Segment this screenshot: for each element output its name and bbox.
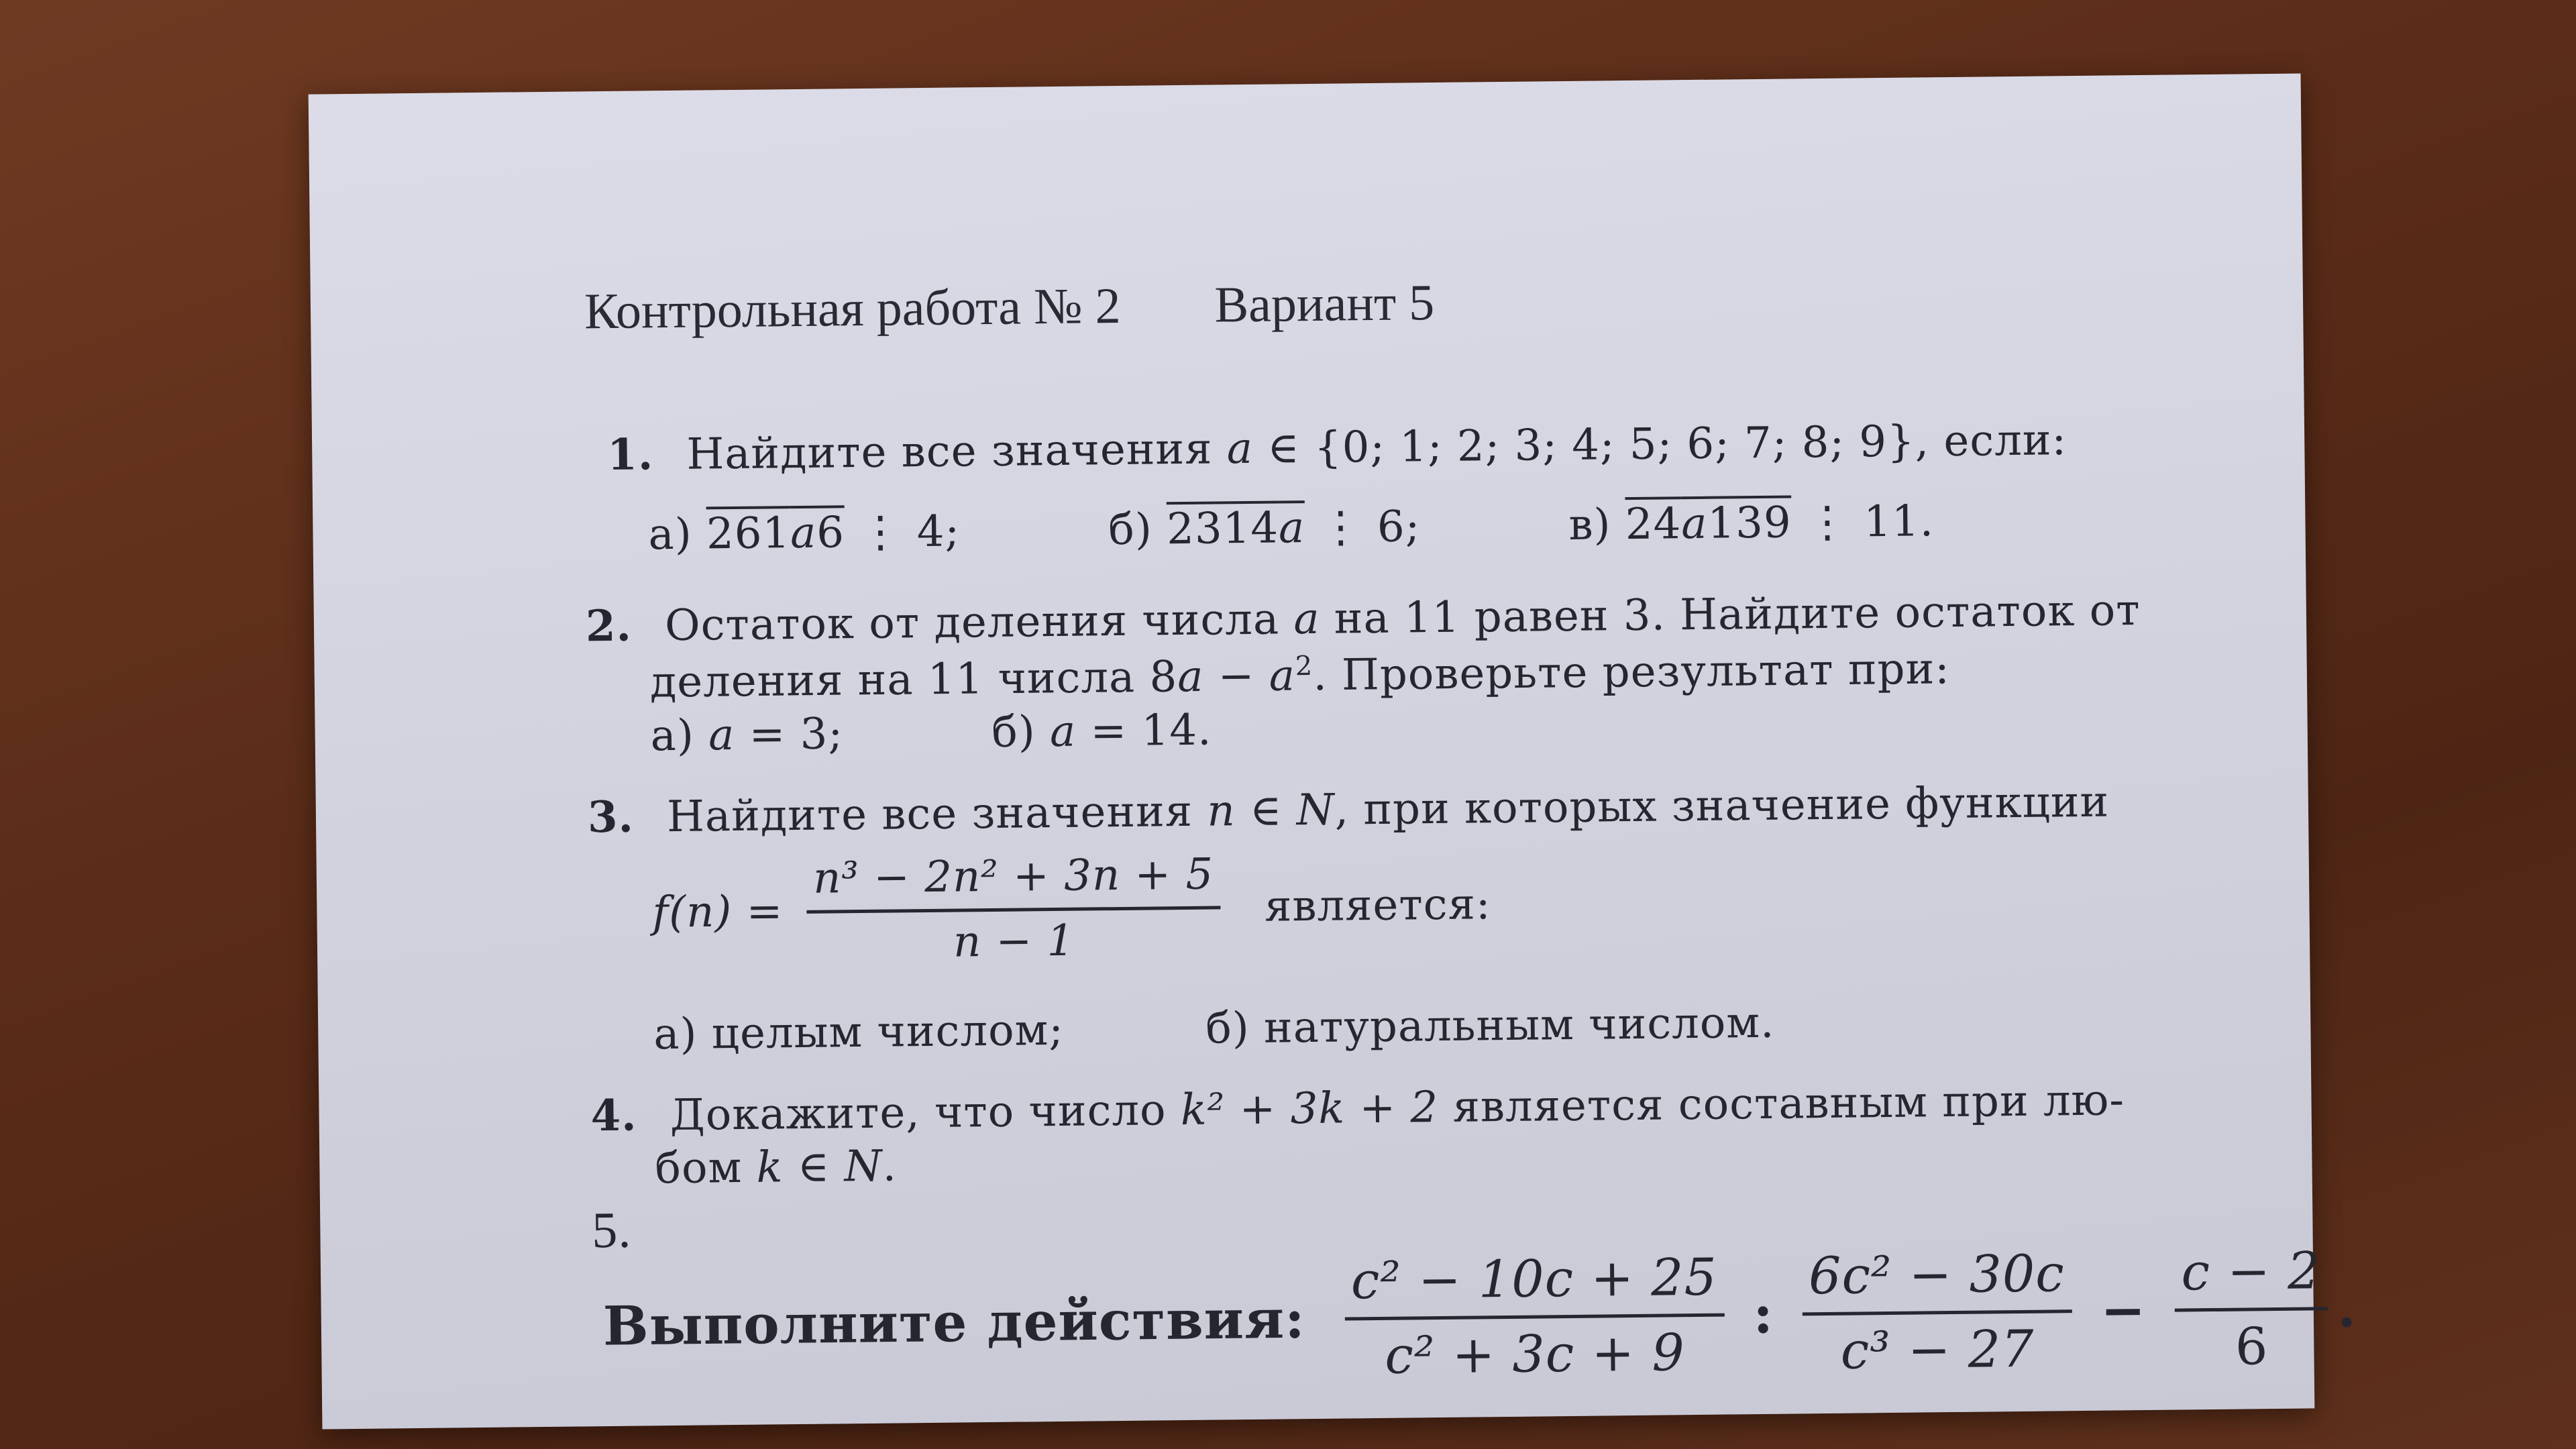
option-label: б) xyxy=(1108,504,1153,555)
problem-2-options: а) a = 3; б) a = 14. xyxy=(650,705,1212,761)
math-var: a xyxy=(1226,423,1254,474)
numerator: n³ − 2n² + 3n + 5 xyxy=(806,849,1221,913)
problem-2-line-2: деления на 11 числа $8a - a^2$. Проверьте результат при: xyxy=(649,644,1951,708)
variant-label: Вариант 5 xyxy=(1214,274,1435,333)
title-text: Контрольная работа № 2 xyxy=(584,277,1121,340)
function-label: f(n) = xyxy=(652,886,784,938)
problem-number: 4. xyxy=(590,1090,637,1142)
operator: − xyxy=(2100,1278,2147,1342)
function-fraction xyxy=(806,849,1222,968)
problem-5-label: Выполните действия: xyxy=(602,1287,1306,1358)
operator: : xyxy=(1752,1282,1774,1346)
page-title xyxy=(584,274,1435,341)
problem-1-line-1 xyxy=(607,415,2067,480)
problem-text: ∈ {0; 1; 2; 3; 4; 5; 6; 7; 8; 9}, если: xyxy=(1252,415,2068,474)
problem-5-number: 5. xyxy=(591,1201,632,1259)
overlined-number: 24a139 xyxy=(1625,498,1792,550)
problem-number: 1. xyxy=(606,429,654,480)
problem-3-line-1: 3. Найдите все значения n ∈ N, при которых значение функции xyxy=(587,777,2110,843)
option-label: в) xyxy=(1568,500,1611,550)
divisibility: ⋮ 11. xyxy=(1791,496,1935,548)
fraction-3: $\frac{c - 2}{6}$ xyxy=(2174,1240,2328,1377)
fraction-1: $\frac{\text{c² − 10c + 25}}{\text{c² + 3c + 9}}$ xyxy=(1344,1247,1725,1386)
overlined-number: 261a6 xyxy=(706,508,845,559)
divisibility: ⋮ 6; xyxy=(1304,502,1421,553)
problem-4-line-1: 4. Докажите, что число k² + 3k + 2 является составным при лю- xyxy=(590,1075,2125,1142)
denominator: n − 1 xyxy=(953,916,1075,967)
problem-3-function: f(n) = $\frac{\text{n³ − 2n² + 3n + 5}}{n - 1}$ является: xyxy=(652,847,1492,970)
paper-sheet xyxy=(309,74,2357,1430)
fraction-2: $\frac{\text{6c² − 30c}}{\text{c³ − 27}}$ xyxy=(1802,1243,2073,1381)
problem-2-line-1: 2. Остаток от деления числа a на 11 равен 3. Найдите остаток от xyxy=(585,586,2141,652)
problem-text: Найдите все значения xyxy=(686,424,1228,480)
problem-4-line-2: бом k ∈ N. xyxy=(655,1141,898,1194)
option-label: а) xyxy=(648,509,693,560)
problem-number: 2. xyxy=(585,600,633,652)
problem-5-expression: Выполните действия: $\frac{\text{c² − 10c + 25}}{\text{c² + 3c + 9}}$ : $\frac{\text{6c² − 30c}}{\text{c³ − 27}}$ − $\frac{c - 2}{6}$ . xyxy=(602,1240,2357,1385)
problem-1-options xyxy=(648,496,1934,559)
problem-number: 3. xyxy=(587,792,635,843)
problem-3-options: а) целым числом; б) натуральным числом. xyxy=(653,998,1775,1060)
overlined-number: 2314a xyxy=(1166,503,1305,555)
divisibility: ⋮ 4; xyxy=(844,506,961,558)
